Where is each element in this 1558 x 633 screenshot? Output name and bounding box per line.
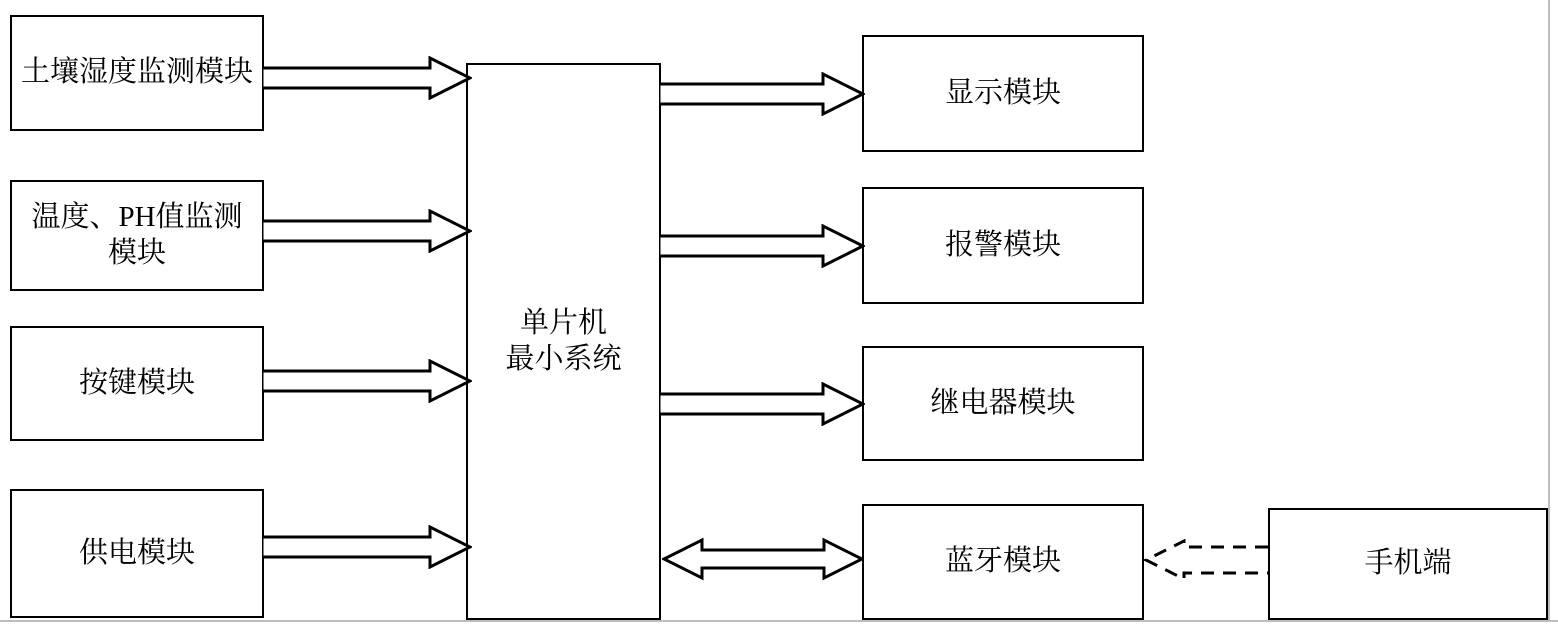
block-temp-ph xyxy=(10,180,264,291)
block-power xyxy=(10,489,264,618)
block-display xyxy=(862,35,1144,152)
block-mcu-label-line1: 单片机 xyxy=(519,307,607,340)
block-bluetooth-label: 蓝牙模块 xyxy=(944,545,1061,578)
block-display-label: 显示模块 xyxy=(944,76,1061,109)
block-key xyxy=(10,326,264,441)
arrow-power-to-mcu xyxy=(262,525,472,569)
block-power-label: 供电模块 xyxy=(78,536,195,569)
frame-line-right xyxy=(1548,0,1550,620)
arrow-mcu-to-relay xyxy=(659,382,865,426)
arrow-soil-moisture-to-mcu xyxy=(262,56,472,100)
block-soil-moisture-label: 土壤湿度监测模块 xyxy=(20,56,253,89)
arrow-mcu-to-display xyxy=(659,72,865,116)
arrow-temp-ph-to-mcu xyxy=(262,209,472,253)
block-phone xyxy=(1268,508,1548,620)
block-soil-moisture xyxy=(10,15,264,131)
arrow-phone-to-bluetooth-dashed xyxy=(1144,539,1270,581)
frame-line-bottom xyxy=(0,620,1558,622)
block-relay xyxy=(862,346,1144,461)
block-temp-ph-label: 温度、PH值监测模块 xyxy=(31,201,243,269)
arrow-mcu-bluetooth-bidirectional xyxy=(662,536,864,582)
block-key-label: 按键模块 xyxy=(78,366,195,399)
block-alarm-label: 报警模块 xyxy=(944,228,1061,261)
block-mcu-label-line2: 最小系统 xyxy=(505,342,622,375)
arrow-mcu-to-alarm xyxy=(659,224,865,268)
block-alarm xyxy=(862,187,1144,304)
arrow-key-to-mcu xyxy=(262,359,472,403)
block-mcu xyxy=(466,63,661,620)
block-bluetooth xyxy=(862,504,1144,620)
block-relay-label: 继电器模块 xyxy=(930,386,1076,419)
block-phone-label: 手机端 xyxy=(1364,547,1452,580)
